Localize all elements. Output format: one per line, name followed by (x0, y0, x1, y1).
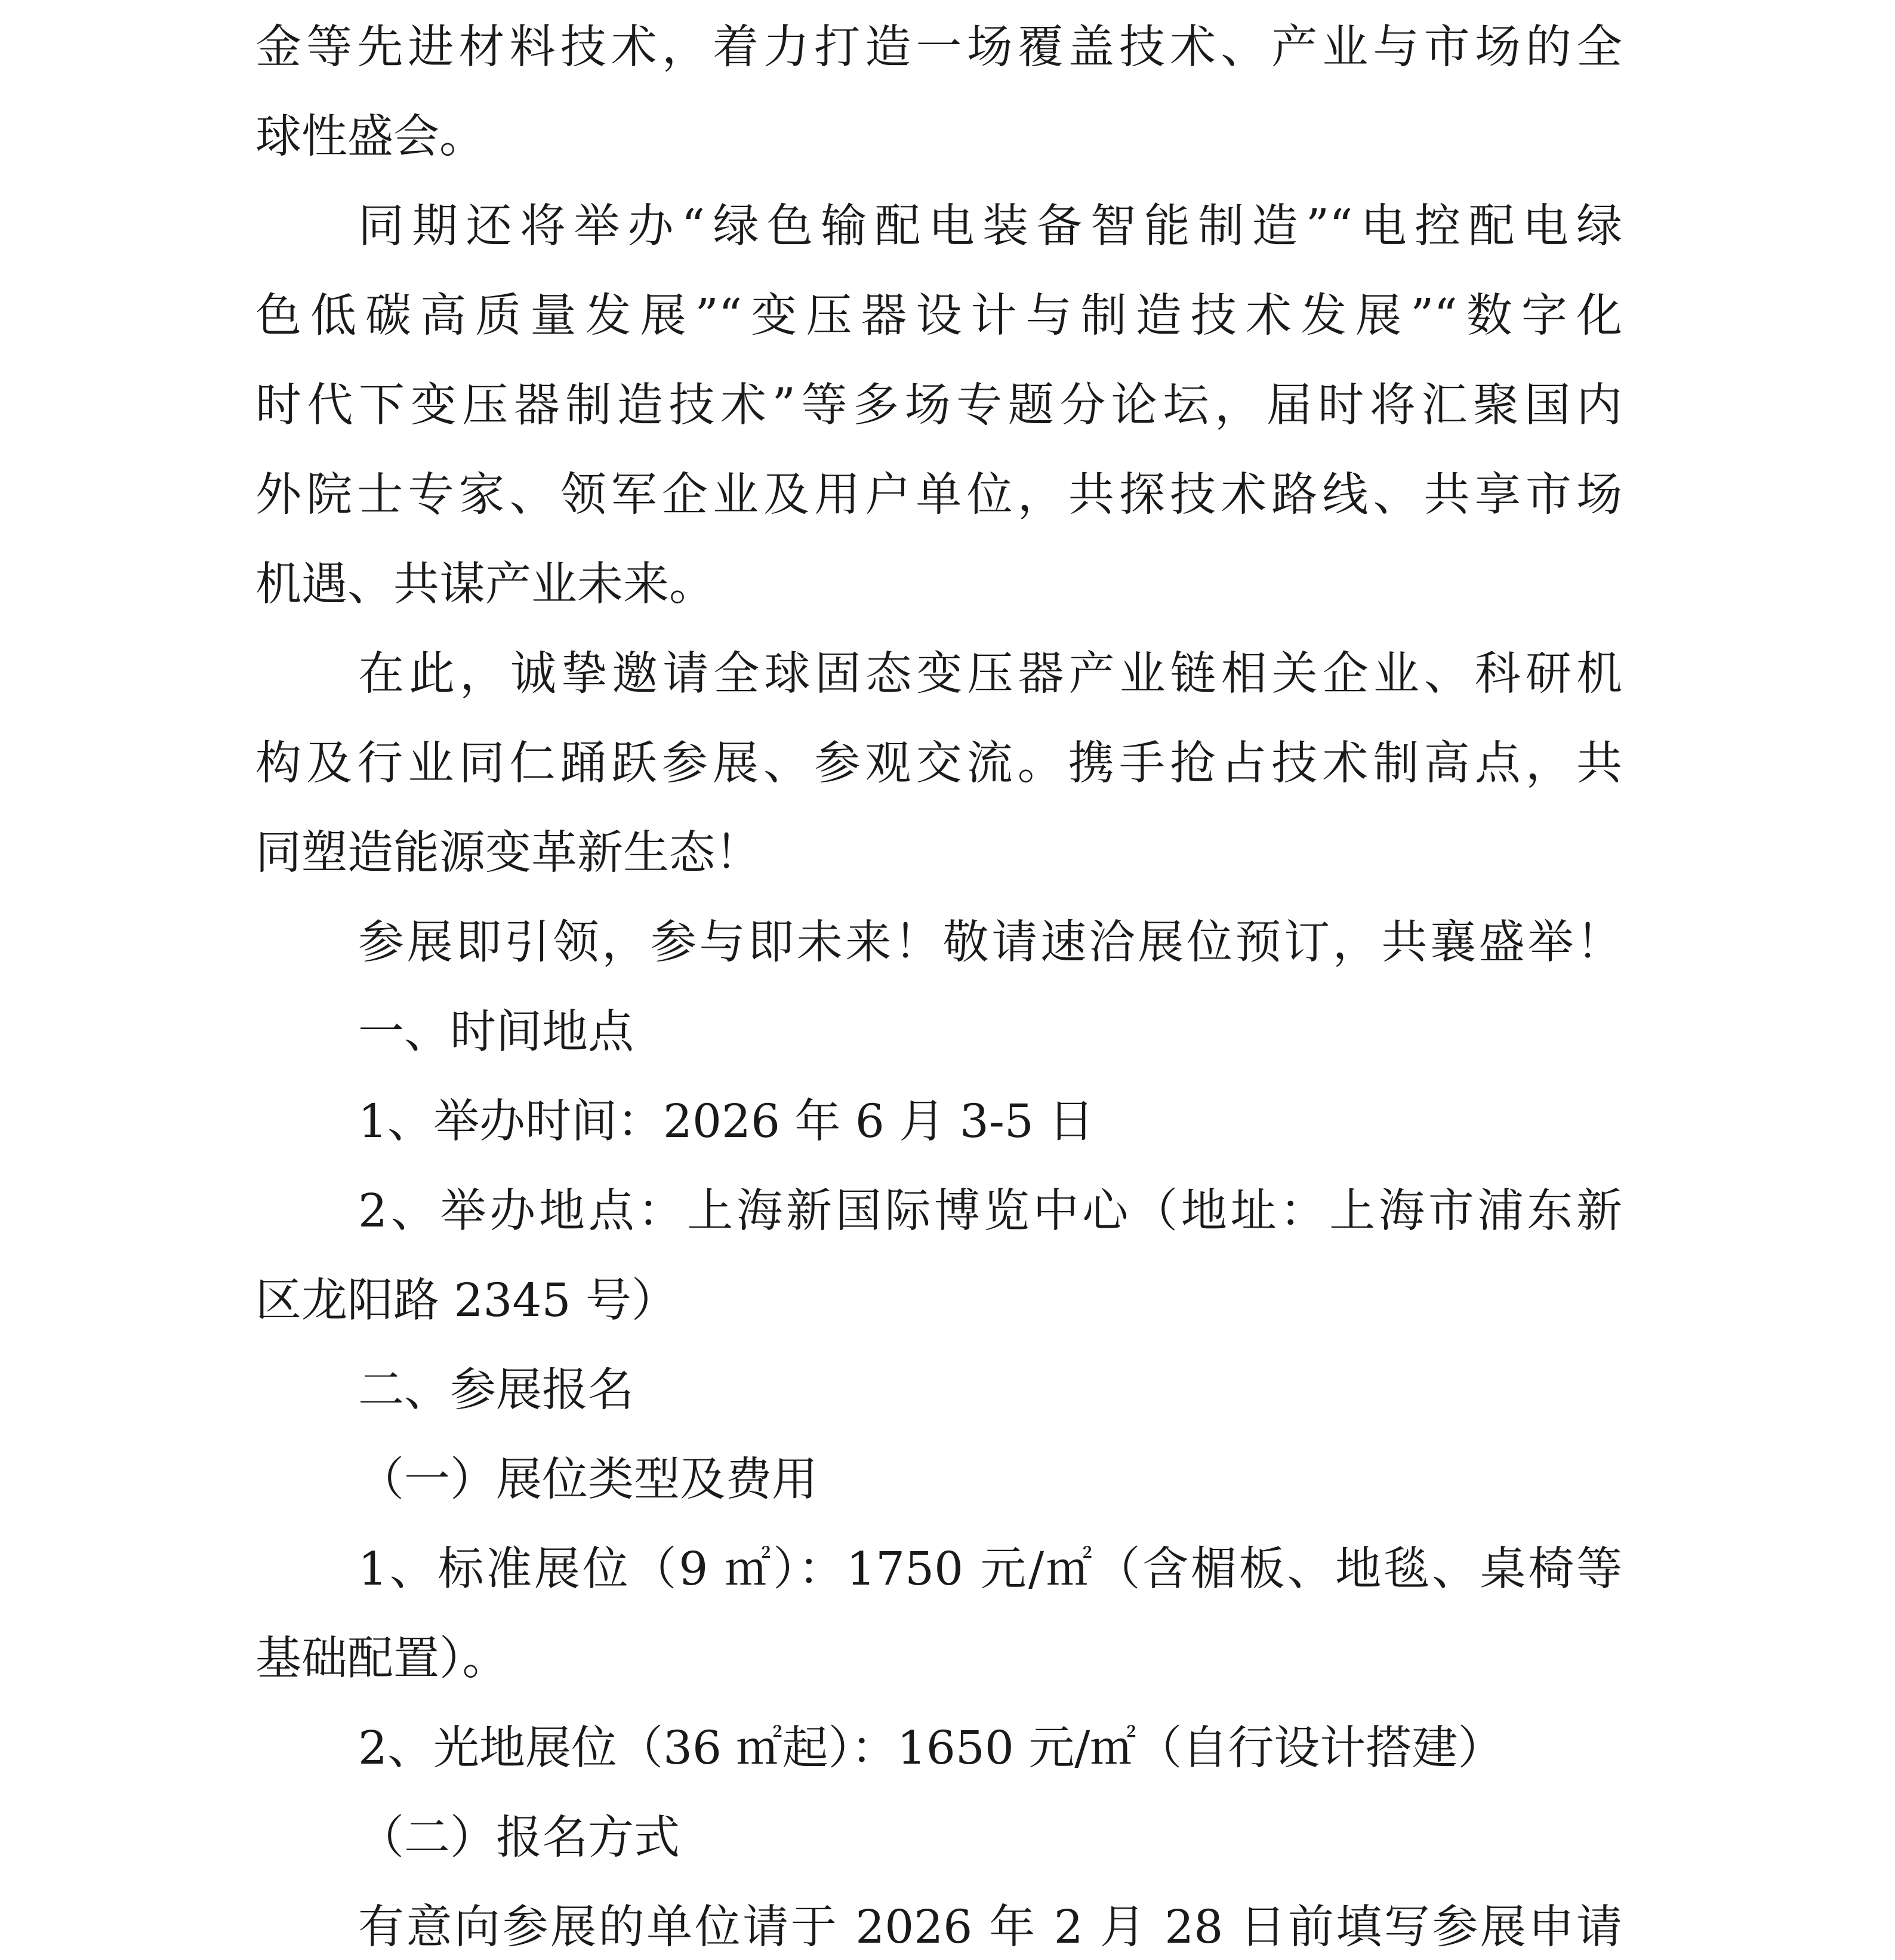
list-item: 基础配置）。 (255, 1632, 509, 1685)
subsection-heading: （一）展位类型及费用 (358, 1453, 818, 1506)
paragraph-line: 球性盛会。 (255, 110, 485, 164)
paragraph-line: 机遇、共谋产业未来。 (255, 558, 715, 611)
paragraph-line: 同塑造能源变革新生态！ (255, 827, 761, 880)
list-item: 2、举办地点：上海新国际博览中心（地址：上海市浦东新 (358, 1185, 1622, 1238)
list-item: 区龙阳路 2345 号） (255, 1274, 677, 1327)
paragraph-line: 外院士专家、领军企业及用户单位，共探技术路线、共享市场 (255, 469, 1622, 522)
paragraph-line: 金等先进材料技术，着力打造一场覆盖技术、产业与市场的全 (255, 21, 1622, 74)
list-item: 1、标准展位（9 ㎡）：1750 元/㎡（含楣板、地毯、桌椅等 (358, 1543, 1622, 1596)
list-item: 2、光地展位（36 ㎡起）：1650 元/㎡（自行设计搭建） (358, 1722, 1504, 1775)
paragraph-line: 同期还将举办“绿色输配电装备智能制造”“电控配电绿 (358, 200, 1622, 253)
paragraph-line: 色低碳高质量发展”“变压器设计与制造技术发展”“数字化 (255, 289, 1622, 343)
subsection-heading: （二）报名方式 (358, 1811, 680, 1865)
section-heading: 一、时间地点 (358, 1006, 634, 1059)
paragraph-line: 有意向参展的单位请于 2026 年 2 月 28 日前填写参展申请 (358, 1901, 1622, 1954)
section-heading: 二、参展报名 (358, 1364, 634, 1417)
list-item: 1、举办时间：2026 年 6 月 3-5 日 (358, 1095, 1095, 1148)
paragraph-line: 在此，诚挚邀请全球固态变压器产业链相关企业、科研机 (358, 648, 1622, 701)
paragraph-line: 参展即引领，参与即未来！敬请速洽展位预订，共襄盛举！ (358, 916, 1622, 969)
paragraph-line: 构及行业同仁踊跃参展、参观交流。携手抢占技术制高点，共 (255, 737, 1622, 790)
paragraph-line: 时代下变压器制造技术”等多场专题分论坛，届时将汇聚国内 (255, 379, 1622, 432)
